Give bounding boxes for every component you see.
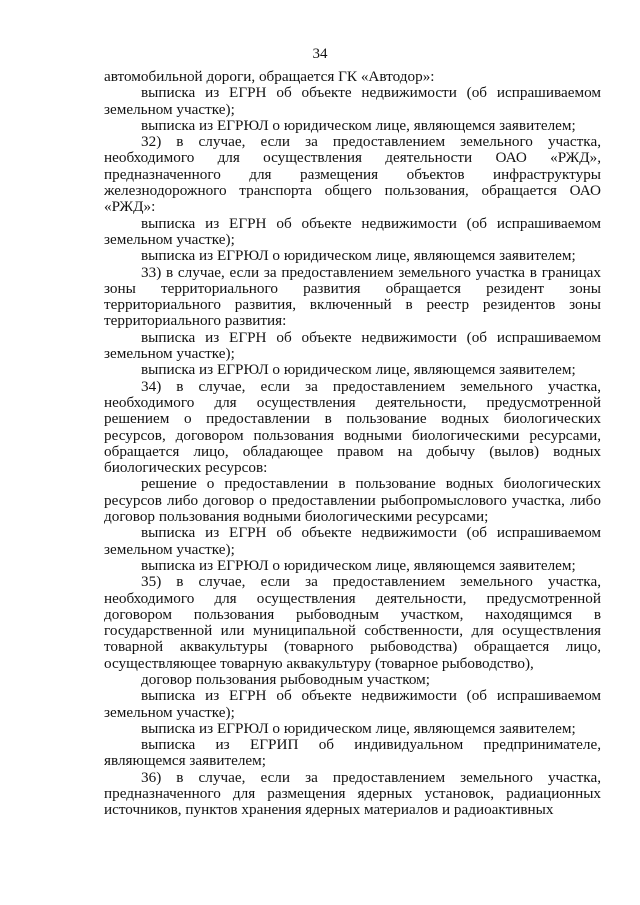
paragraph: 34) в случае, если за предоставлением земельного участка, необходимого для осуществления деятельности, предусмотренной решением о предоставлении в пользование водных биологических ресурсов, договором пользования водными биологическими ресурсами, обращается лицо, обладающее правом на добычу (вылов) водных биологических ресурсов: xyxy=(104,377,601,477)
paragraph: выписка из ЕГРЮЛ о юридическом лице, являющемся заявителем; xyxy=(141,556,576,574)
paragraph: автомобильной дороги, обращается ГК «Автодор»: xyxy=(104,68,435,85)
paragraph: 35) в случае, если за предоставлением земельного участка, необходимого для осуществления деятельности, предусмотренной договором пользования рыбоводным участком, находящимся в государственной или муниципальной собственности, для осуществления товарной аквакультуры (товарного рыбоводства) обращается лицо, осуществляющее товарную аквакультуру (товарное рыбоводство), xyxy=(104,573,601,672)
paragraph: выписка из ЕГРЮЛ о юридическом лице, являющемся заявителем; xyxy=(141,247,576,265)
paragraph: решение о предоставлении в пользование водных биологических ресурсов либо договор о предоставлении рыбопромыслового участка, либо договор пользования водными биологическими ресурсами; xyxy=(104,475,601,526)
paragraph: выписка из ЕГРН об объекте недвижимости (об испрашиваемом земельном участке); xyxy=(104,687,601,721)
paragraph: выписка из ЕГРН об объекте недвижимости (об испрашиваемом земельном участке); xyxy=(104,524,601,558)
paragraph: выписка из ЕГРИП об индивидуальном предпринимателе, являющемся заявителем; xyxy=(104,736,601,770)
paragraph: выписка из ЕГРН об объекте недвижимости (об испрашиваемом земельном участке); xyxy=(104,328,601,363)
paragraph: 32) в случае, если за предоставлением земельного участка, необходимого для осуществления деятельности ОАО «РЖД», предназначенного для размещения объектов инфраструктуры железнодорожного транспорта общего пользования, обращается ОАО «РЖД»: xyxy=(104,133,601,216)
paragraph: выписка из ЕГРЮЛ о юридическом лице, являющемся заявителем; xyxy=(141,116,576,134)
paragraph: выписка из ЕГРЮЛ о юридическом лице, являющемся заявителем; xyxy=(141,361,576,379)
paragraph: 33) в случае, если за предоставлением земельного участка в границах зоны территориального развития обращается резидент зоны территориального развития, включенный в реестр резидентов зоны территориального развития: xyxy=(104,263,601,330)
page-number: 34 xyxy=(312,46,328,62)
paragraph: договор пользования рыбоводным участком; xyxy=(141,670,430,688)
paragraph: выписка из ЕГРЮЛ о юридическом лице, являющемся заявителем; xyxy=(141,719,576,737)
paragraph: выписка из ЕГРН об объекте недвижимости (об испрашиваемом земельном участке); xyxy=(104,84,601,118)
paragraph: 36) в случае, если за предоставлением земельного участка, предназначенного для размещения ядерных установок, радиационных источников, пунктов хранения ядерных материалов и радиоактивных xyxy=(104,768,601,819)
document-body xyxy=(104,69,601,819)
paragraph: выписка из ЕГРН об объекте недвижимости (об испрашиваемом земельном участке); xyxy=(104,214,601,248)
